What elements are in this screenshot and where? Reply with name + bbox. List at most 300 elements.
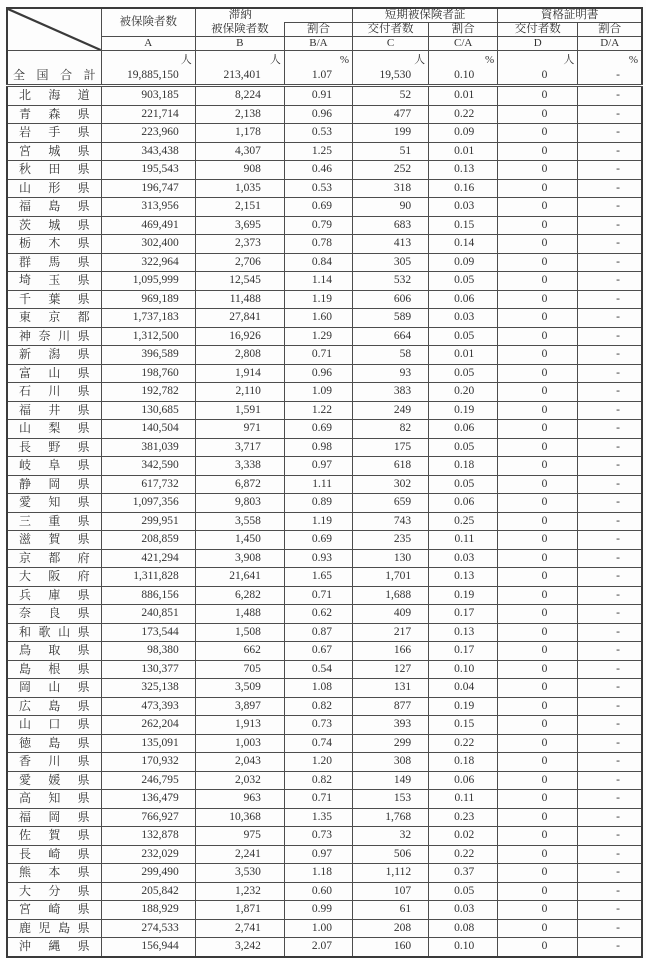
value-cell-2: 0.71 [284, 586, 352, 605]
prefecture-name-cell [7, 586, 101, 605]
total-value-cell-3: 19,530 [353, 67, 429, 86]
value-cell-3: 107 [353, 882, 429, 901]
value-cell-1: 2,373 [195, 235, 284, 254]
prefecture-name: 島 根 県 [19, 661, 90, 676]
prefecture-name-cell [7, 716, 101, 735]
value-cell-1: 2,151 [195, 198, 284, 217]
value-cell-5: 0 [498, 161, 578, 180]
value-cell-1: 1,178 [195, 124, 284, 143]
value-cell-5: 0 [498, 309, 578, 328]
value-cell-2: 1.25 [284, 142, 352, 161]
value-cell-1: 3,242 [195, 938, 284, 957]
unit-cell-2: % [284, 51, 352, 68]
value-cell-5: 0 [498, 327, 578, 346]
prefecture-name-cell [7, 919, 101, 938]
value-cell-5: 0 [498, 383, 578, 402]
value-cell-5: 0 [498, 660, 578, 679]
value-cell-6: - [578, 420, 642, 439]
value-cell-0: 173,544 [101, 623, 195, 642]
prefecture-name: 山 梨 県 [19, 421, 90, 436]
prefecture-name-cell [7, 142, 101, 161]
value-cell-4: 0.05 [429, 272, 498, 291]
value-cell-6: - [578, 642, 642, 661]
value-cell-1: 971 [195, 420, 284, 439]
value-cell-1: 3,338 [195, 457, 284, 476]
value-cell-3: 743 [353, 512, 429, 531]
value-cell-2: 1.00 [284, 919, 352, 938]
table-row [7, 901, 642, 920]
value-cell-4: 0.16 [429, 179, 498, 198]
prefecture-name: 大 分 県 [19, 883, 90, 898]
prefecture-name-cell [7, 420, 101, 439]
value-cell-1: 963 [195, 790, 284, 809]
value-cell-3: 299 [353, 734, 429, 753]
value-cell-1: 6,872 [195, 475, 284, 494]
value-cell-3: 318 [353, 179, 429, 198]
diagonal-line [8, 9, 101, 50]
value-cell-5: 0 [498, 253, 578, 272]
value-cell-4: 0.11 [429, 790, 498, 809]
table-row [7, 771, 642, 790]
value-cell-2: 1.60 [284, 309, 352, 328]
prefecture-name-cell [7, 438, 101, 457]
value-cell-6: - [578, 679, 642, 698]
value-cell-2: 1.29 [284, 327, 352, 346]
value-cell-4: 0.05 [429, 438, 498, 457]
value-cell-1: 1,035 [195, 179, 284, 198]
value-cell-2: 1.19 [284, 290, 352, 309]
value-cell-6: - [578, 124, 642, 143]
value-cell-0: 140,504 [101, 420, 195, 439]
value-cell-6: - [578, 383, 642, 402]
unit-cell-6: % [578, 51, 642, 68]
value-cell-0: 313,956 [101, 198, 195, 217]
header-insured: 被保険者数 [101, 8, 195, 37]
value-cell-5: 0 [498, 716, 578, 735]
col-letter-ba: B/A [284, 37, 352, 51]
prefecture-name-cell [7, 531, 101, 550]
value-cell-5: 0 [498, 605, 578, 624]
value-cell-6: - [578, 198, 642, 217]
table-row [7, 438, 642, 457]
value-cell-6: - [578, 938, 642, 957]
value-cell-3: 51 [353, 142, 429, 161]
value-cell-0: 299,951 [101, 512, 195, 531]
prefecture-name-cell [7, 105, 101, 124]
value-cell-3: 1,688 [353, 586, 429, 605]
prefecture-name: 滋 賀 県 [19, 532, 90, 547]
value-cell-6: - [578, 808, 642, 827]
prefecture-name: 岩 手 県 [19, 125, 90, 140]
prefecture-name: 岐 阜 県 [19, 458, 90, 473]
value-cell-3: 1,112 [353, 864, 429, 883]
value-cell-0: 205,842 [101, 882, 195, 901]
col-letter-b: B [195, 37, 284, 51]
value-cell-1: 1,508 [195, 623, 284, 642]
value-cell-4: 0.01 [429, 86, 498, 106]
value-cell-4: 0.04 [429, 679, 498, 698]
table-row [7, 161, 642, 180]
value-cell-3: 683 [353, 216, 429, 235]
prefecture-name-cell [7, 549, 101, 568]
value-cell-3: 877 [353, 697, 429, 716]
value-cell-0: 135,091 [101, 734, 195, 753]
table-row [7, 790, 642, 809]
prefecture-name: 三 重 県 [19, 513, 90, 528]
value-cell-4: 0.08 [429, 919, 498, 938]
value-cell-4: 0.15 [429, 716, 498, 735]
value-cell-6: - [578, 827, 642, 846]
value-cell-5: 0 [498, 734, 578, 753]
value-cell-3: 302 [353, 475, 429, 494]
insurance-status-table [6, 7, 643, 958]
value-cell-0: 98,380 [101, 642, 195, 661]
col-letter-da: D/A [578, 37, 642, 51]
table-row [7, 235, 642, 254]
prefecture-name-cell [7, 808, 101, 827]
value-cell-2: 0.87 [284, 623, 352, 642]
value-cell-0: 473,393 [101, 697, 195, 716]
value-cell-6: - [578, 771, 642, 790]
value-cell-1: 705 [195, 660, 284, 679]
national-total-label-cell [7, 67, 101, 86]
table-row [7, 475, 642, 494]
value-cell-6: - [578, 660, 642, 679]
value-cell-1: 12,545 [195, 272, 284, 291]
value-cell-4: 0.19 [429, 697, 498, 716]
value-cell-0: 969,189 [101, 290, 195, 309]
value-cell-3: 659 [353, 494, 429, 513]
value-cell-1: 3,717 [195, 438, 284, 457]
value-cell-1: 9,803 [195, 494, 284, 513]
value-cell-2: 0.62 [284, 605, 352, 624]
value-cell-2: 1.19 [284, 512, 352, 531]
value-cell-3: 1,701 [353, 568, 429, 587]
value-cell-1: 8,224 [195, 86, 284, 106]
header-ratio-ba: 割合 [284, 23, 352, 37]
header-delinquent-bottom: 被保険者数 [195, 23, 284, 37]
value-cell-3: 606 [353, 290, 429, 309]
value-cell-5: 0 [498, 882, 578, 901]
value-cell-2: 0.69 [284, 198, 352, 217]
prefecture-name: 沖 縄 県 [19, 939, 90, 954]
unit-cell-5: 人 [498, 51, 578, 68]
value-cell-0: 343,438 [101, 142, 195, 161]
value-cell-6: - [578, 290, 642, 309]
table-row [7, 845, 642, 864]
value-cell-6: - [578, 494, 642, 513]
value-cell-2: 0.60 [284, 882, 352, 901]
value-cell-4: 0.13 [429, 161, 498, 180]
value-cell-4: 0.03 [429, 901, 498, 920]
value-cell-2: 0.82 [284, 771, 352, 790]
value-cell-0: 156,944 [101, 938, 195, 957]
table-row [7, 253, 642, 272]
value-cell-4: 0.06 [429, 494, 498, 513]
prefecture-name: 鹿 児 島 県 [19, 920, 90, 935]
prefecture-name-cell [7, 290, 101, 309]
value-cell-4: 0.05 [429, 327, 498, 346]
value-cell-6: - [578, 734, 642, 753]
value-cell-0: 195,543 [101, 161, 195, 180]
value-cell-2: 0.91 [284, 86, 352, 106]
table-row [7, 290, 642, 309]
table-row [7, 568, 642, 587]
value-cell-1: 662 [195, 642, 284, 661]
value-cell-3: 175 [353, 438, 429, 457]
value-cell-5: 0 [498, 198, 578, 217]
header-short-term-group: 短期被保険者証 [353, 8, 498, 23]
value-cell-0: 1,311,828 [101, 568, 195, 587]
value-cell-6: - [578, 716, 642, 735]
value-cell-5: 0 [498, 124, 578, 143]
value-cell-6: - [578, 605, 642, 624]
value-cell-0: 469,491 [101, 216, 195, 235]
value-cell-1: 3,897 [195, 697, 284, 716]
value-cell-6: - [578, 272, 642, 291]
value-cell-4: 0.05 [429, 364, 498, 383]
table-row [7, 272, 642, 291]
value-cell-6: - [578, 882, 642, 901]
value-cell-0: 232,029 [101, 845, 195, 864]
value-cell-2: 1.14 [284, 272, 352, 291]
value-cell-1: 21,641 [195, 568, 284, 587]
prefecture-name-cell [7, 272, 101, 291]
value-cell-2: 1.20 [284, 753, 352, 772]
value-cell-2: 0.89 [284, 494, 352, 513]
table-row [7, 531, 642, 550]
total-value-cell-1: 213,401 [195, 67, 284, 86]
value-cell-3: 305 [353, 253, 429, 272]
prefecture-name-cell [7, 697, 101, 716]
prefecture-name-cell [7, 457, 101, 476]
prefecture-name-cell [7, 864, 101, 883]
prefecture-name: 山 形 県 [19, 180, 90, 195]
value-cell-2: 0.84 [284, 253, 352, 272]
table-row [7, 697, 642, 716]
prefecture-name-cell [7, 734, 101, 753]
value-cell-2: 0.73 [284, 716, 352, 735]
prefecture-name: 千 葉 県 [19, 291, 90, 306]
table-row [7, 549, 642, 568]
table-row [7, 179, 642, 198]
value-cell-0: 903,185 [101, 86, 195, 106]
value-cell-0: 246,795 [101, 771, 195, 790]
value-cell-2: 1.22 [284, 401, 352, 420]
unit-cell-4: % [429, 51, 498, 68]
value-cell-5: 0 [498, 549, 578, 568]
table-row [7, 327, 642, 346]
value-cell-1: 1,488 [195, 605, 284, 624]
value-cell-0: 130,377 [101, 660, 195, 679]
value-cell-1: 2,043 [195, 753, 284, 772]
value-cell-0: 196,747 [101, 179, 195, 198]
prefecture-name-cell [7, 235, 101, 254]
prefecture-name-cell [7, 771, 101, 790]
table-row [7, 216, 642, 235]
value-cell-1: 2,032 [195, 771, 284, 790]
value-cell-5: 0 [498, 697, 578, 716]
value-cell-0: 325,138 [101, 679, 195, 698]
value-cell-3: 308 [353, 753, 429, 772]
prefecture-name: 新 潟 県 [19, 347, 90, 362]
value-cell-6: - [578, 623, 642, 642]
value-cell-1: 4,307 [195, 142, 284, 161]
value-cell-2: 0.96 [284, 105, 352, 124]
table-row [7, 309, 642, 328]
table-row [7, 808, 642, 827]
value-cell-3: 235 [353, 531, 429, 550]
value-cell-5: 0 [498, 179, 578, 198]
value-cell-0: 421,294 [101, 549, 195, 568]
value-cell-5: 0 [498, 272, 578, 291]
value-cell-2: 0.69 [284, 531, 352, 550]
value-cell-2: 0.96 [284, 364, 352, 383]
value-cell-2: 0.69 [284, 420, 352, 439]
table-row [7, 716, 642, 735]
value-cell-1: 3,509 [195, 679, 284, 698]
prefecture-name-cell [7, 364, 101, 383]
prefecture-name: 佐 賀 県 [19, 828, 90, 843]
value-cell-4: 0.15 [429, 216, 498, 235]
value-cell-5: 0 [498, 457, 578, 476]
value-cell-1: 27,841 [195, 309, 284, 328]
prefecture-name-cell [7, 679, 101, 698]
value-cell-3: 52 [353, 86, 429, 106]
prefecture-name: 京 都 府 [19, 550, 90, 565]
col-letter-a: A [101, 37, 195, 51]
prefecture-name-cell [7, 216, 101, 235]
value-cell-6: - [578, 901, 642, 920]
value-cell-2: 0.71 [284, 346, 352, 365]
prefecture-name-cell [7, 494, 101, 513]
prefecture-name-cell [7, 253, 101, 272]
value-cell-5: 0 [498, 438, 578, 457]
value-cell-6: - [578, 864, 642, 883]
value-cell-2: 0.79 [284, 216, 352, 235]
value-cell-0: 130,685 [101, 401, 195, 420]
value-cell-0: 886,156 [101, 586, 195, 605]
value-cell-4: 0.22 [429, 734, 498, 753]
prefecture-name: 愛 媛 県 [19, 772, 90, 787]
value-cell-3: 413 [353, 235, 429, 254]
value-cell-5: 0 [498, 235, 578, 254]
table-row [7, 457, 642, 476]
header-delinquent-top: 滞納 [195, 8, 352, 23]
value-cell-2: 2.07 [284, 938, 352, 957]
value-cell-4: 0.22 [429, 105, 498, 124]
table-row [7, 494, 642, 513]
total-value-cell-2: 1.07 [284, 67, 352, 86]
prefecture-name-cell [7, 568, 101, 587]
prefecture-name: 富 山 県 [19, 365, 90, 380]
value-cell-3: 58 [353, 346, 429, 365]
value-cell-2: 1.35 [284, 808, 352, 827]
value-cell-5: 0 [498, 938, 578, 957]
prefecture-name-cell [7, 383, 101, 402]
prefecture-name: 高 知 県 [19, 791, 90, 806]
value-cell-3: 409 [353, 605, 429, 624]
prefecture-name: 和 歌 山 県 [19, 624, 90, 639]
value-cell-2: 0.73 [284, 827, 352, 846]
prefecture-name-cell [7, 845, 101, 864]
value-cell-5: 0 [498, 475, 578, 494]
prefecture-name: 秋 田 県 [19, 162, 90, 177]
value-cell-4: 0.06 [429, 420, 498, 439]
prefecture-name: 茨 城 県 [19, 217, 90, 232]
value-cell-5: 0 [498, 679, 578, 698]
value-cell-4: 0.19 [429, 586, 498, 605]
value-cell-6: - [578, 105, 642, 124]
value-cell-3: 166 [353, 642, 429, 661]
table-row [7, 346, 642, 365]
total-value-cell-0: 19,885,150 [101, 67, 195, 86]
value-cell-4: 0.37 [429, 864, 498, 883]
value-cell-2: 1.09 [284, 383, 352, 402]
value-cell-1: 2,110 [195, 383, 284, 402]
value-cell-0: 381,039 [101, 438, 195, 457]
value-cell-3: 1,768 [353, 808, 429, 827]
prefecture-name: 福 岡 県 [19, 809, 90, 824]
value-cell-6: - [578, 586, 642, 605]
prefecture-name-cell [7, 642, 101, 661]
value-cell-6: - [578, 327, 642, 346]
value-cell-0: 208,859 [101, 531, 195, 550]
value-cell-2: 0.97 [284, 845, 352, 864]
value-cell-0: 198,760 [101, 364, 195, 383]
prefecture-name: 北 海 道 [19, 88, 90, 103]
value-cell-5: 0 [498, 827, 578, 846]
value-cell-4: 0.06 [429, 290, 498, 309]
header-issued-d: 交付者数 [498, 23, 578, 37]
corner-cell [7, 8, 101, 51]
value-cell-2: 0.98 [284, 438, 352, 457]
value-cell-6: - [578, 309, 642, 328]
value-cell-2: 1.65 [284, 568, 352, 587]
prefecture-name-cell [7, 346, 101, 365]
value-cell-5: 0 [498, 216, 578, 235]
prefecture-name: 長 野 県 [19, 439, 90, 454]
value-cell-3: 618 [353, 457, 429, 476]
value-cell-0: 766,927 [101, 808, 195, 827]
header-ratio-ca: 割合 [429, 23, 498, 37]
table-row [7, 642, 642, 661]
table-row [7, 586, 642, 605]
value-cell-0: 1,737,183 [101, 309, 195, 328]
prefecture-name: 栃 木 県 [19, 236, 90, 251]
value-cell-0: 299,490 [101, 864, 195, 883]
value-cell-5: 0 [498, 864, 578, 883]
value-cell-5: 0 [498, 808, 578, 827]
prefecture-name: 神 奈 川 県 [19, 328, 90, 343]
value-cell-0: 322,964 [101, 253, 195, 272]
value-cell-5: 0 [498, 105, 578, 124]
value-cell-1: 2,138 [195, 105, 284, 124]
value-cell-0: 302,400 [101, 235, 195, 254]
prefecture-name-cell [7, 901, 101, 920]
value-cell-0: 1,312,500 [101, 327, 195, 346]
col-letter-c: C [353, 37, 429, 51]
value-cell-3: 383 [353, 383, 429, 402]
prefecture-name-cell [7, 623, 101, 642]
prefecture-name-cell [7, 327, 101, 346]
prefecture-name: 福 井 県 [19, 402, 90, 417]
value-cell-0: 136,479 [101, 790, 195, 809]
prefecture-name-cell [7, 309, 101, 328]
value-cell-6: - [578, 179, 642, 198]
value-cell-4: 0.18 [429, 753, 498, 772]
value-cell-2: 0.53 [284, 179, 352, 198]
